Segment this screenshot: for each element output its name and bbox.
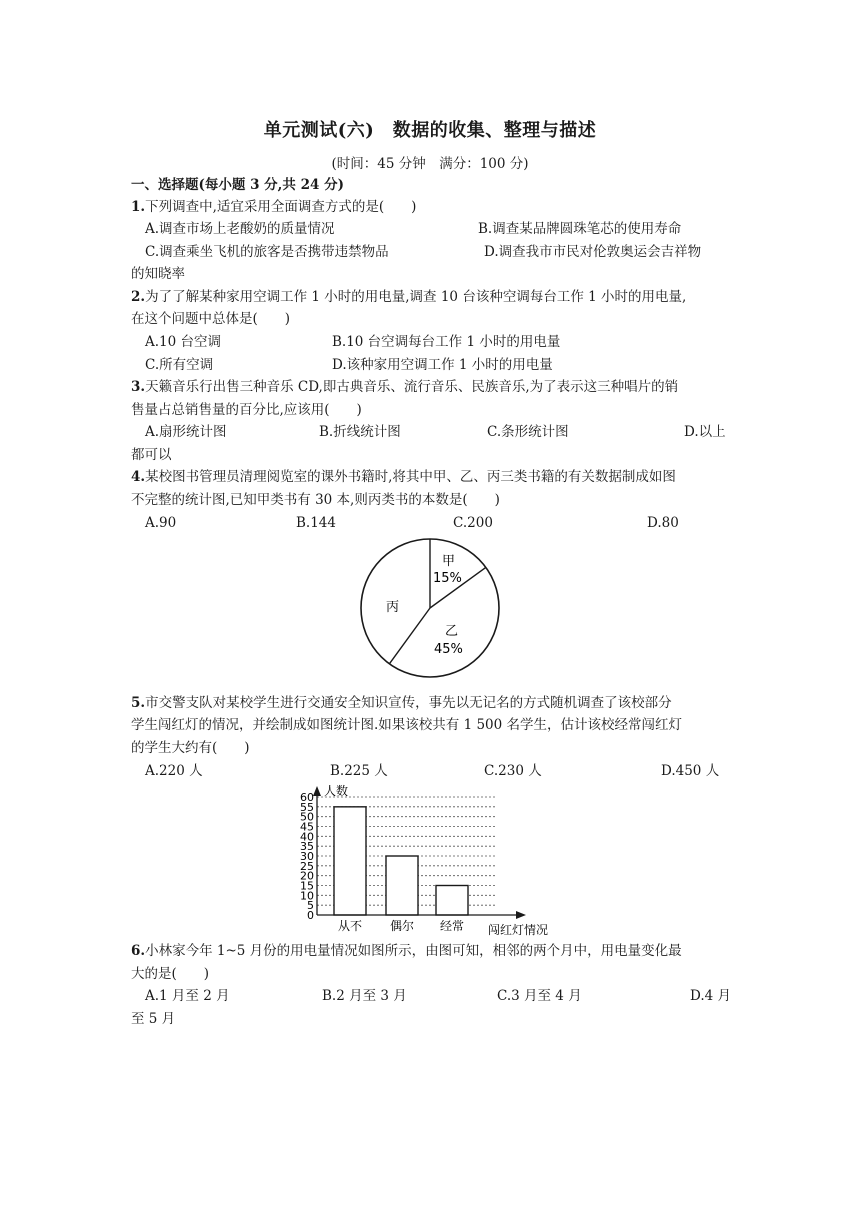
- pie-label-yi: 乙: [445, 624, 459, 639]
- y-tick-label: 30: [300, 850, 314, 863]
- option-4b: B.144: [296, 515, 336, 531]
- question-5-stem: [131, 693, 672, 713]
- question-number: 2.: [131, 289, 146, 305]
- question-6-stem-cont: 大的是( ): [131, 966, 210, 982]
- stem-text: 为了了解某种家用空调工作 1 小时的用电量,调查 10 台该种空调每台工作 1 小时的用电量,: [145, 289, 687, 305]
- stem-text: 某校图书管理员清理阅览室的课外书籍时,将其中甲、乙、丙三类书籍的有关数据制成如图: [145, 469, 676, 485]
- category-label: 从不: [337, 919, 363, 933]
- option-3a: A.扇形统计图: [145, 424, 227, 440]
- pie-label-bing: 丙: [386, 600, 400, 615]
- y-tick-label: 40: [300, 830, 314, 844]
- question-number: 4.: [131, 469, 146, 485]
- option-5d: D.450 人: [661, 763, 720, 779]
- option-5a: A.220 人: [145, 763, 203, 779]
- question-2-stem: [131, 287, 686, 307]
- y-tick-label: 20: [300, 869, 314, 883]
- page-title: 单元测试(六) 数据的收集、整理与描述: [263, 120, 597, 141]
- pie-label-yi-pct: 45%: [434, 642, 463, 657]
- bars: [334, 807, 468, 915]
- question-3-stem: [131, 377, 678, 397]
- y-tick-label: 0: [307, 909, 314, 922]
- option-4c: C.200: [453, 515, 493, 531]
- option-6d: D.4 月: [690, 988, 732, 1004]
- option-1d: D.调查我市市民对伦敦奥运会吉祥物: [484, 244, 702, 260]
- question-2-stem-cont: 在这个问题中总体是( ): [131, 311, 291, 327]
- bar-chart: [290, 780, 600, 940]
- bar-从不: [334, 807, 366, 915]
- option-2a: A.10 台空调: [145, 334, 222, 350]
- stem-text: 下列调查中,适宜采用全面调查方式的是( ): [145, 199, 417, 215]
- y-axis-title: 人数: [324, 784, 349, 798]
- exam-info: (时间：45 分钟 满分：100 分): [331, 156, 529, 172]
- option-3d-cont: 都可以: [131, 447, 172, 463]
- category-label: 经常: [439, 919, 465, 933]
- option-3d: D.以上: [684, 424, 726, 440]
- y-tick-label: 55: [300, 800, 314, 814]
- question-number: 3.: [131, 379, 146, 395]
- option-4d: D.80: [647, 515, 679, 531]
- y-tick-label: 45: [300, 820, 314, 834]
- question-number: 5.: [131, 695, 146, 711]
- question-number: 6.: [131, 943, 146, 959]
- option-1d-cont: 的知晓率: [131, 266, 185, 282]
- y-tick-label: 5: [307, 899, 314, 913]
- x-axis-arrow: [516, 911, 526, 919]
- option-4a: A.90: [145, 515, 177, 531]
- question-number: 1.: [131, 199, 146, 215]
- x-axis-title: 闯红灯情况: [488, 923, 549, 937]
- question-4-stem-cont: 不完整的统计图,已知甲类书有 30 本,则丙类书的本数是( ): [131, 492, 500, 508]
- question-1-stem: [131, 197, 416, 217]
- option-5c: C.230 人: [484, 763, 542, 779]
- pie-label-jia-pct: 15%: [433, 571, 462, 586]
- y-tick-label: 35: [300, 840, 314, 854]
- option-5b: B.225 人: [330, 763, 388, 779]
- y-tick-label: 60: [300, 791, 314, 804]
- option-6c: C.3 月至 4 月: [497, 988, 582, 1004]
- y-axis-arrow: [313, 786, 321, 796]
- question-5-stem-cont-2: 的学生大约有( ): [131, 740, 250, 756]
- category-labels: [338, 918, 464, 933]
- option-6a: A.1 月至 2 月: [145, 988, 230, 1004]
- option-2b: B.10 台空调每台工作 1 小时的用电量: [332, 334, 561, 350]
- y-tick-label: 15: [300, 879, 314, 893]
- y-tick-label: 25: [300, 859, 314, 873]
- option-1a: A.调查市场上老酸奶的质量情况: [145, 221, 335, 237]
- bar-经常: [436, 886, 468, 916]
- stem-text: 小林家今年 1~5 月份的用电量情况如图所示，由图可知，相邻的两个月中，用电量变化最: [145, 943, 682, 959]
- option-3b: B.折线统计图: [319, 424, 401, 440]
- stem-text: 天籁音乐行出售三种音乐 CD,即古典音乐、流行音乐、民族音乐,为了表示这三种唱片的销: [145, 379, 679, 395]
- question-4-stem: [131, 467, 676, 487]
- option-1c: C.调查乘坐飞机的旅客是否携带违禁物品: [145, 244, 389, 260]
- question-3-stem-cont: 售量占总销售量的百分比,应该用( ): [131, 402, 362, 418]
- question-5-stem-cont: 学生闯红灯的情况，并绘制成如图统计图.如果该校共有 1 500 名学生，估计该校经常闯红灯: [131, 717, 683, 733]
- pie-chart: [355, 535, 505, 685]
- option-1b: B.调查某品牌圆珠笔芯的使用寿命: [478, 221, 682, 237]
- option-2d: D.该种家用空调工作 1 小时的用电量: [332, 357, 553, 373]
- section-heading: 一、选择题(每小题 3 分,共 24 分): [131, 177, 344, 193]
- option-3c: C.条形统计图: [487, 424, 569, 440]
- y-tick-label: 10: [300, 889, 314, 903]
- y-tick-labels: [300, 791, 314, 922]
- pie-label-jia: 甲: [442, 554, 456, 569]
- option-6b: B.2 月至 3 月: [322, 988, 407, 1004]
- y-tick-label: 50: [300, 810, 314, 824]
- bar-偶尔: [386, 856, 418, 915]
- stem-text: 市交警支队对某校学生进行交通安全知识宣传，事先以无记名的方式随机调查了该校部分: [145, 695, 672, 711]
- question-6-stem: [131, 941, 682, 961]
- category-label: 偶尔: [389, 919, 415, 933]
- option-6d-cont: 至 5 月: [131, 1011, 176, 1027]
- option-2c: C.所有空调: [145, 357, 214, 373]
